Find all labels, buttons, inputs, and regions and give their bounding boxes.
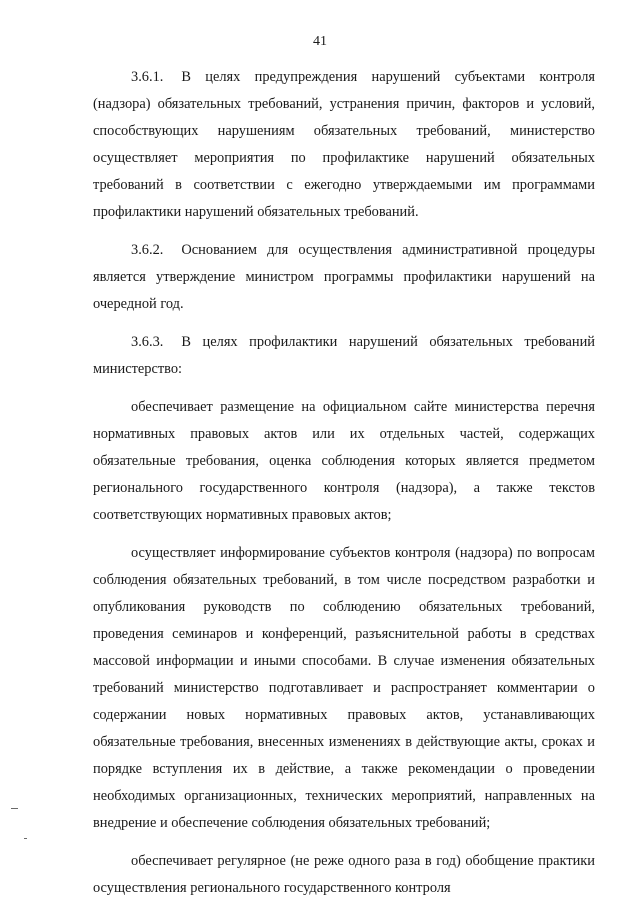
scan-artifact-mark	[11, 808, 18, 809]
document-body	[93, 64, 595, 913]
page-number: 41	[313, 34, 327, 49]
paragraph-text: обеспечивает размещение на официальном сайте министерства перечня нормативных правовых актов или их отдельных частей, содержащих обязательные требования, оценка соблюдения которых является предметом регионального государственного контроля (надзора), а также текстов соответствующих нормативных правовых актов;	[93, 399, 595, 523]
paragraph-text: осуществляет информирование субъектов контроля (надзора) по вопросам соблюдения обязательных требований, в том числе посредством разработки и опубликования руководств по соблюдению обязательных требований, проведения семинаров и конференций, разъяснительной работы в средствах массовой информации и иными способами. В случае изменения обязательных требований министерство подготавливает и распространяет комментарии о содержании новых нормативных правовых актов, устанавливающих обязательные требования, внесенных изменениях в действующие акты, сроках и порядке вступления их в действие, а также рекомендации о проведении необходимых организационных, технических мероприятий, направленных на внедрение и обеспечение соблюдения обязательных требований;	[93, 545, 595, 831]
paragraph-3-6-2	[93, 237, 595, 318]
paragraph-text: обеспечивает регулярное (не реже одного раза в год) обобщение практики осуществления регионального государственного контроля	[93, 853, 595, 896]
paragraph-text: В целях профилактики нарушений обязательных требований министерство:	[93, 334, 595, 377]
paragraph-number: 3.6.2.	[131, 242, 164, 258]
paragraph-3-6-3	[93, 329, 595, 383]
paragraph-text: В целях предупреждения нарушений субъектами контроля (надзора) обязательных требований, устранения причин, факторов и условий, способствующих нарушениям обязательных требований, министерство осуществляет мероприятия по профилактике нарушений обязательных требований в соответствии с ежегодно утверждаемыми им программами профилактики нарушений обязательных требований.	[93, 69, 595, 220]
paragraph-practice-summary	[93, 848, 595, 902]
paragraph-number: 3.6.3.	[131, 334, 164, 350]
paragraph-3-6-1	[93, 64, 595, 226]
paragraph-publication-duty	[93, 394, 595, 529]
paragraph-informing-duty	[93, 540, 595, 837]
paragraph-number: 3.6.1.	[131, 69, 164, 85]
scan-artifact-mark	[24, 838, 27, 839]
paragraph-text: Основанием для осуществления административной процедуры является утверждение министром программы профилактики нарушений на очередной год.	[93, 242, 595, 312]
